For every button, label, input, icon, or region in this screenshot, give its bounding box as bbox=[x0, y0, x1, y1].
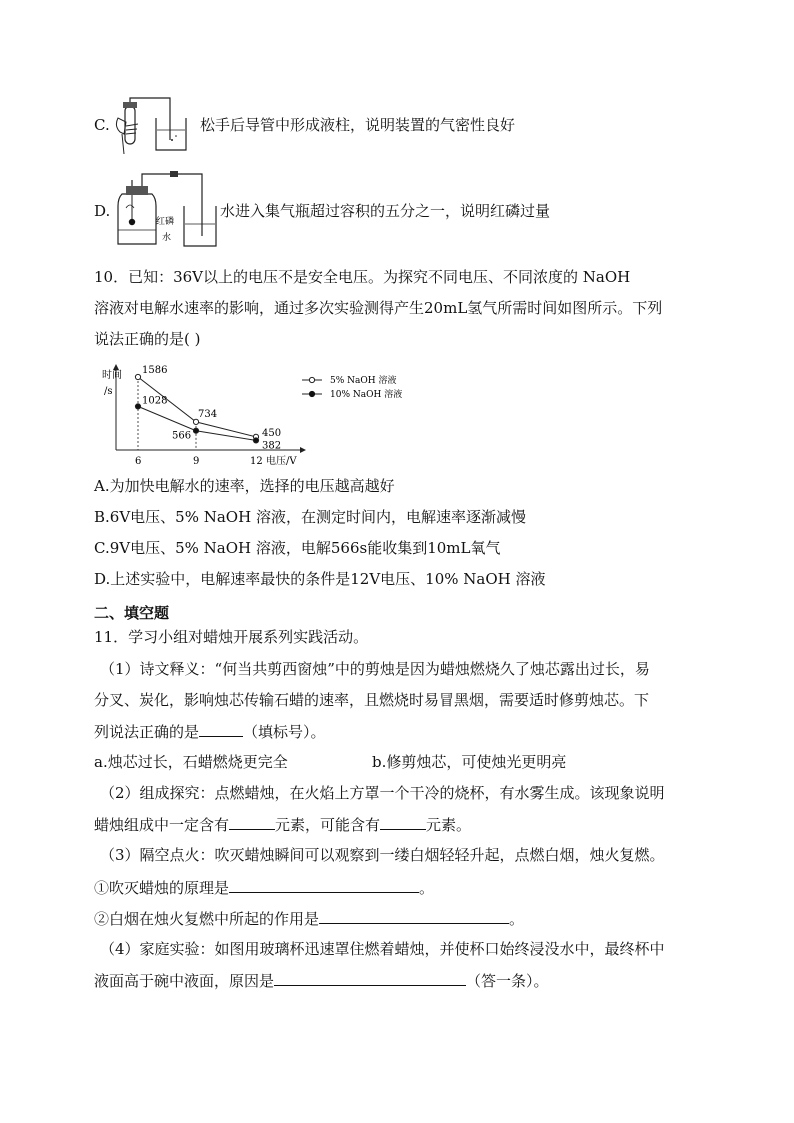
q11-p3-q1-text: ①吹灭蜡烛的原理是 bbox=[94, 879, 230, 897]
data-label-s1-2: 382 bbox=[262, 440, 282, 452]
red-phosphorus-label: 红磷 bbox=[156, 217, 175, 227]
q11-p1-option-b: b.修剪烛芯，可使烛光更明亮 bbox=[372, 753, 567, 771]
data-label-s0-0: 1586 bbox=[142, 365, 168, 376]
q10-chart bbox=[96, 362, 426, 472]
legend-label-5pct: 5% NaOH 溶液 bbox=[330, 376, 397, 386]
q11-p3-question-1 bbox=[94, 876, 434, 899]
data-point-s0-0 bbox=[135, 374, 140, 379]
legend-marker-10pct bbox=[309, 391, 314, 396]
answer-blank-4[interactable] bbox=[229, 876, 419, 893]
q9-option-d-label: D. bbox=[94, 202, 111, 220]
q10-option-d: D.上述实验中，电解速率最快的条件是12V电压、10% NaOH 溶液 bbox=[94, 570, 546, 588]
q11-intro: 11．学习小组对蜡烛开展系列实践活动。 bbox=[94, 628, 369, 646]
q11-p4-line-2 bbox=[94, 969, 549, 992]
x-tick-label-12: 12 bbox=[250, 456, 263, 467]
data-point-s1-1 bbox=[193, 428, 198, 433]
data-label-s0-1: 734 bbox=[198, 408, 218, 420]
q11-p3-q2-text: ②白烟在烛火复燃中所起的作用是 bbox=[94, 910, 320, 928]
q10-option-b: B.6V电压、5% NaOH 溶液，在测定时间内，电解速率逐渐减慢 bbox=[94, 508, 526, 526]
q11-p4-line-1: （4）家庭实验：如图用玻璃杯迅速罩住燃着蜡烛，并使杯口始终浸没水中，最终杯中 bbox=[100, 940, 665, 958]
section-title: 二、填空题 bbox=[94, 604, 170, 622]
data-label-s0-2: 450 bbox=[262, 427, 282, 439]
q10-option-a: A.为加快电解水的速率，选择的电压越高越好 bbox=[94, 477, 395, 495]
q11-p2-line-2 bbox=[94, 813, 471, 836]
q10-line-1: 10．已知：36V以上的电压不是安全电压。为探究不同电压、不同浓度的 NaOH bbox=[94, 268, 631, 286]
q9-option-d-figure bbox=[112, 164, 222, 250]
q9-option-c-label: C. bbox=[94, 116, 110, 134]
legend-label-10pct: 10% NaOH 溶液 bbox=[330, 390, 403, 400]
q11-p1-line-3 bbox=[94, 720, 326, 743]
q11-p1-line-1: （1）诗文释义：“何当共剪西窗烛”中的剪烛是因为蜡烛燃烧久了烛芯露出过长，易 bbox=[100, 660, 650, 678]
answer-blank-2[interactable] bbox=[229, 813, 275, 830]
answer-blank-3[interactable] bbox=[380, 813, 426, 830]
q11-p2-line-2-suffix: 元素。 bbox=[426, 816, 472, 834]
q11-p2-line-2-text: 蜡烛组成中一定含有 bbox=[94, 816, 230, 834]
answer-blank-1[interactable] bbox=[199, 720, 243, 737]
q9-option-d bbox=[94, 200, 110, 222]
q11-p3-question-2 bbox=[94, 907, 524, 930]
q11-p2-line-1: （2）组成探究：点燃蜡烛，在火焰上方罩一个干冷的烧杯，有水雾生成。该现象说明 bbox=[100, 784, 665, 802]
q9-option-c-text: 松手后导管中形成液柱，说明装置的气密性良好 bbox=[200, 116, 516, 134]
water-label: 水 bbox=[162, 233, 172, 243]
x-tick-label-6: 6 bbox=[135, 456, 142, 467]
q9-option-c-figure bbox=[112, 96, 192, 156]
data-label-s1-1: 566 bbox=[172, 430, 192, 442]
q9-option-d-text: 水进入集气瓶超过容积的五分之一，说明红磷过量 bbox=[220, 202, 551, 220]
data-point-s1-2 bbox=[253, 438, 258, 443]
q11-p3-line-1: （3）隔空点火：吹灭蜡烛瞬间可以观察到一缕白烟轻轻升起，点燃白烟，烛火复燃。 bbox=[100, 846, 665, 864]
legend-marker-5pct bbox=[309, 377, 314, 382]
y-axis-label-2: /s bbox=[104, 386, 113, 397]
x-tick-label-9: 9 bbox=[193, 456, 200, 467]
answer-blank-6[interactable] bbox=[274, 969, 466, 986]
q11-p1-line-3-text: 列说法正确的是 bbox=[94, 723, 200, 741]
q11-p3-q1-suffix: 。 bbox=[419, 879, 435, 897]
q11-p1-option-a: a.烛芯过长，石蜡燃烧更完全 bbox=[94, 753, 288, 771]
q9-option-c bbox=[94, 114, 110, 136]
q11-p1-line-3-suffix: （填标号）。 bbox=[243, 723, 326, 741]
data-point-s1-0 bbox=[135, 404, 140, 409]
q11-p4-line-2-suffix: （答一条）。 bbox=[466, 972, 549, 990]
q10-line-2: 溶液对电解水速率的影响，通过多次实验测得产生20mL氢气所需时间如图所示。下列 bbox=[94, 299, 663, 317]
q11-p1-line-2: 分叉、炭化，影响烛芯传输石蜡的速率，且燃烧时易冒黑烟，需要适时修剪烛芯。下 bbox=[94, 691, 650, 709]
x-axis-label: 电压/V bbox=[266, 456, 297, 467]
y-axis-label-1: 时间 bbox=[102, 370, 122, 381]
data-point-s0-1 bbox=[193, 419, 198, 424]
q10-line-3: 说法正确的是( ) bbox=[94, 330, 201, 348]
x-axis-arrow bbox=[300, 447, 306, 453]
q10-option-c: C.9V电压、5% NaOH 溶液，电解566s能收集到10mL氧气 bbox=[94, 539, 501, 557]
answer-blank-5[interactable] bbox=[319, 907, 509, 924]
data-label-s1-0: 1028 bbox=[142, 395, 168, 407]
q11-p3-q2-suffix: 。 bbox=[509, 910, 525, 928]
q11-p4-line-2-text: 液面高于碗中液面，原因是 bbox=[94, 972, 275, 990]
q11-p2-line-2-mid: 元素，可能含有 bbox=[275, 816, 381, 834]
